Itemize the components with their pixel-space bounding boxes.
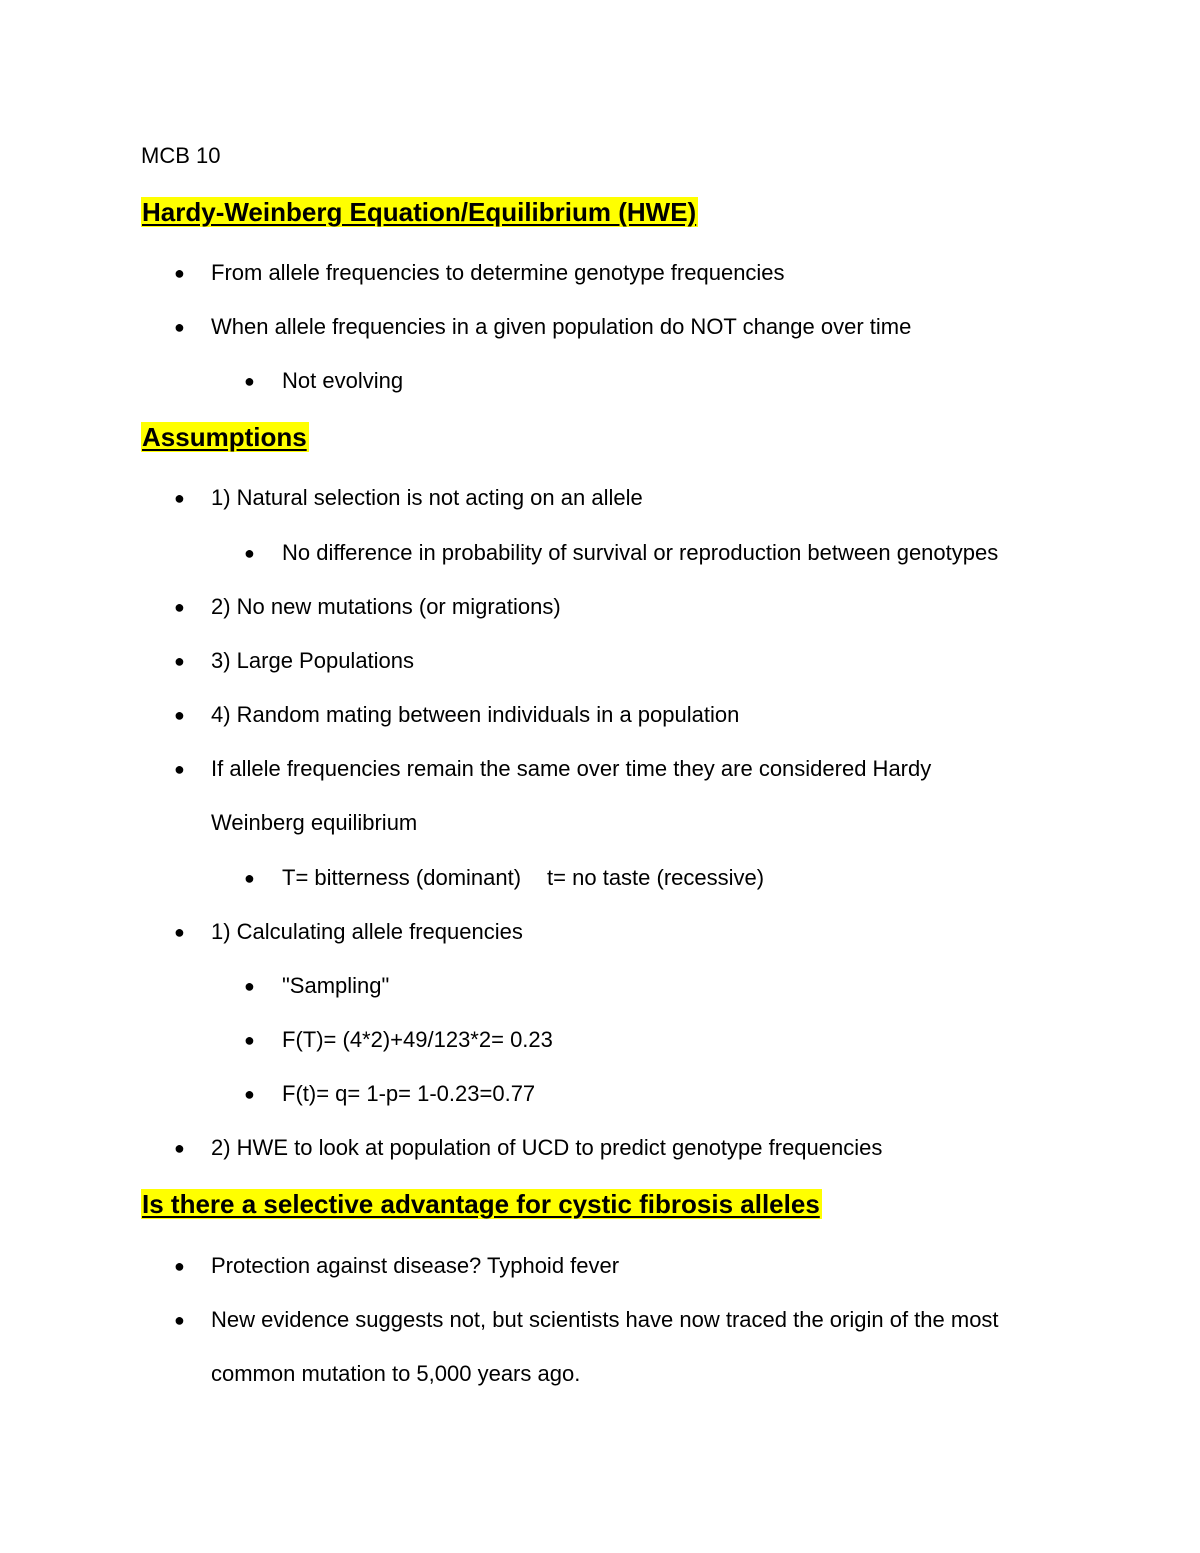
list-item-text: 1) Natural selection is not acting on an allele bbox=[211, 485, 643, 510]
heading-highlight: Is there a selective advantage for cystic fibrosis alleles bbox=[142, 1189, 820, 1219]
bullet-icon: ● bbox=[244, 868, 255, 888]
bullet-icon: ● bbox=[244, 543, 255, 563]
list-item-text: Protection against disease? Typhoid fever bbox=[211, 1253, 620, 1278]
heading-highlight: Hardy-Weinberg Equation/Equilibrium (HWE) bbox=[142, 197, 697, 227]
bullet-icon: ● bbox=[174, 759, 185, 779]
list-item-text: Weinberg equilibrium bbox=[211, 810, 418, 835]
list-item-text: No difference in probability of survival or reproduction between genotypes bbox=[282, 540, 999, 565]
bullet-icon: ● bbox=[174, 922, 185, 942]
bullet-icon: ● bbox=[174, 1256, 185, 1276]
list-item-text: New evidence suggests not, but scientists have now traced the origin of the most bbox=[211, 1307, 999, 1332]
bullet-icon: ● bbox=[174, 263, 185, 283]
list-item-text: common mutation to 5,000 years ago. bbox=[211, 1361, 581, 1386]
heading-highlight: Assumptions bbox=[142, 422, 307, 452]
recessive-allele-text: t= no taste (recessive) bbox=[547, 865, 765, 890]
section-heading-assumptions bbox=[141, 422, 309, 452]
bullet-icon: ● bbox=[244, 371, 255, 391]
section-heading-cf bbox=[141, 1189, 822, 1219]
bullet-icon: ● bbox=[174, 317, 185, 337]
section-heading-hwe bbox=[141, 197, 698, 227]
bullet-icon: ● bbox=[244, 1030, 255, 1050]
list-item-text: 2) HWE to look at population of UCD to predict genotype frequencies bbox=[211, 1135, 883, 1160]
list-item-text: F(T)= (4*2)+49/123*2= 0.23 bbox=[282, 1027, 553, 1052]
list-item-text: If allele frequencies remain the same over time they are considered Hardy bbox=[211, 756, 932, 781]
bullet-icon: ● bbox=[174, 651, 185, 671]
bullet-icon: ● bbox=[174, 1310, 185, 1330]
bullet-icon: ● bbox=[174, 488, 185, 508]
list-item-text: 3) Large Populations bbox=[211, 648, 415, 673]
course-title: MCB 10 bbox=[141, 143, 221, 168]
list-item-text: "Sampling" bbox=[282, 973, 390, 998]
list-item-text: Not evolving bbox=[282, 368, 404, 393]
bullet-icon: ● bbox=[244, 976, 255, 996]
bullet-icon: ● bbox=[174, 705, 185, 725]
bullet-icon: ● bbox=[174, 597, 185, 617]
list-item-text: 4) Random mating between individuals in a population bbox=[211, 702, 740, 727]
list-item-text: 1) Calculating allele frequencies bbox=[211, 919, 523, 944]
dominant-allele-text: T= bitterness (dominant) bbox=[282, 865, 522, 890]
list-item-text: From allele frequencies to determine genotype frequencies bbox=[211, 260, 785, 285]
list-item-text: F(t)= q= 1-p= 1-0.23=0.77 bbox=[282, 1081, 536, 1106]
list-item-text bbox=[282, 863, 764, 893]
bullet-icon: ● bbox=[244, 1084, 255, 1104]
list-item-text: 2) No new mutations (or migrations) bbox=[211, 594, 561, 619]
bullet-icon: ● bbox=[174, 1138, 185, 1158]
list-item-text: When allele frequencies in a given population do NOT change over time bbox=[211, 314, 912, 339]
